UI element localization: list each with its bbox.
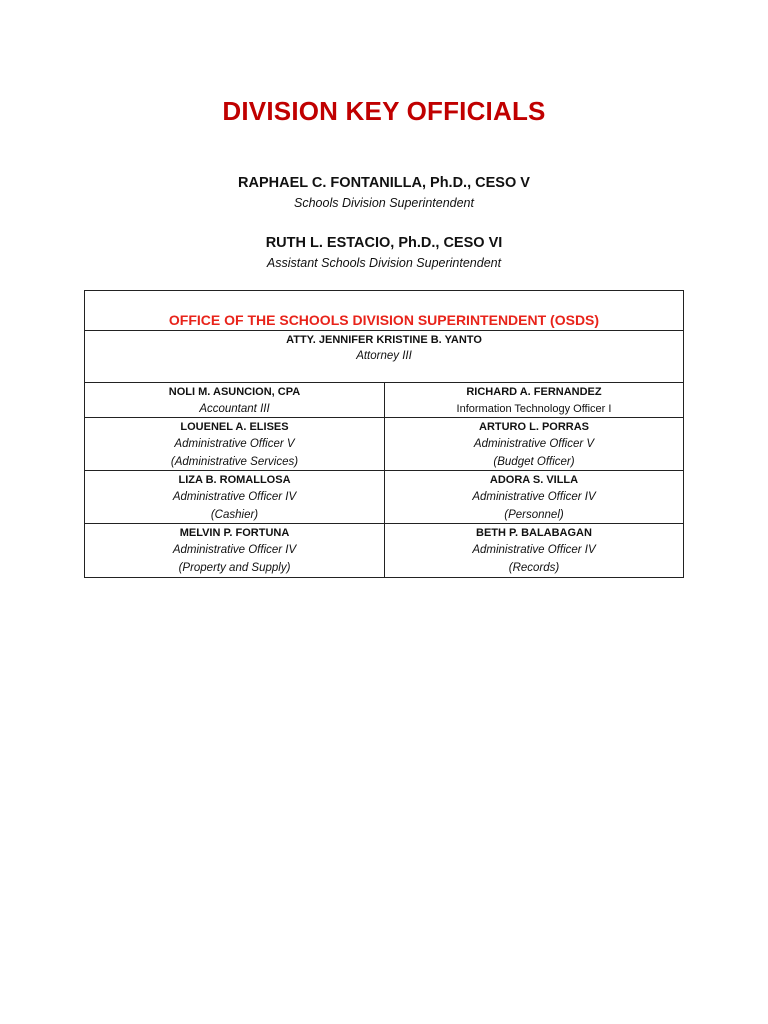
official-unit: (Cashier) (210, 509, 259, 521)
official-name: LOUENEL A. ELISES (180, 421, 289, 433)
osds-table (84, 290, 684, 578)
official-role: Administrative Officer IV (172, 544, 297, 556)
table-cell (384, 383, 683, 417)
table-cell (384, 471, 683, 523)
table-row (85, 471, 683, 524)
official-role: Accountant III (199, 403, 270, 415)
section-heading: OFFICE OF THE SCHOOLS DIVISION SUPERINTENDENT (OSDS) (85, 291, 683, 331)
attorney-role: Attorney III (356, 350, 412, 362)
official-name: BETH P. BALABAGAN (476, 527, 592, 539)
official-name: LIZA B. ROMALLOSA (178, 474, 291, 486)
page-title: DIVISION KEY OFFICIALS (222, 96, 546, 126)
superintendent-block (0, 175, 768, 210)
official-unit: (Budget Officer) (493, 456, 575, 468)
official-name: ARTURO L. PORRAS (479, 421, 589, 433)
official-role: Administrative Officer V (473, 438, 595, 450)
official-role: Administrative Officer IV (472, 544, 596, 556)
official-unit: (Records) (508, 562, 560, 574)
official-role: Administrative Officer IV (172, 491, 297, 503)
table-cell (85, 471, 384, 523)
official-name: MELVIN P. FORTUNA (179, 527, 290, 539)
superintendent-role: Schools Division Superintendent (294, 196, 474, 210)
attorney-name: ATTY. JENNIFER KRISTINE B. YANTO (286, 334, 482, 346)
table-cell (384, 418, 683, 470)
table-row (85, 524, 683, 577)
table-cell (384, 524, 683, 577)
assistant-superintendent-block (0, 235, 768, 270)
official-role: Administrative Officer IV (472, 491, 596, 503)
official-unit: (Administrative Services) (170, 456, 299, 468)
superintendent-name: RAPHAEL C. FONTANILLA, Ph.D., CESO V (238, 175, 530, 191)
attorney-cell (85, 331, 683, 383)
official-role: Administrative Officer V (174, 438, 295, 450)
table-cell (85, 524, 384, 577)
official-name: ADORA S. VILLA (489, 474, 579, 486)
table-row (85, 383, 683, 418)
official-unit: (Property and Supply) (178, 562, 291, 574)
assistant-superintendent-role: Assistant Schools Division Superintendent (266, 256, 502, 270)
official-name: RICHARD A. FERNANDEZ (466, 386, 602, 398)
assistant-superintendent-name: RUTH L. ESTACIO, Ph.D., CESO VI (265, 235, 503, 251)
official-name: NOLI M. ASUNCION, CPA (168, 386, 301, 398)
official-role: Information Technology Officer I (456, 403, 612, 415)
table-row (85, 418, 683, 471)
table-cell (85, 418, 384, 470)
table-cell (85, 383, 384, 417)
official-unit: (Personnel) (504, 509, 564, 521)
